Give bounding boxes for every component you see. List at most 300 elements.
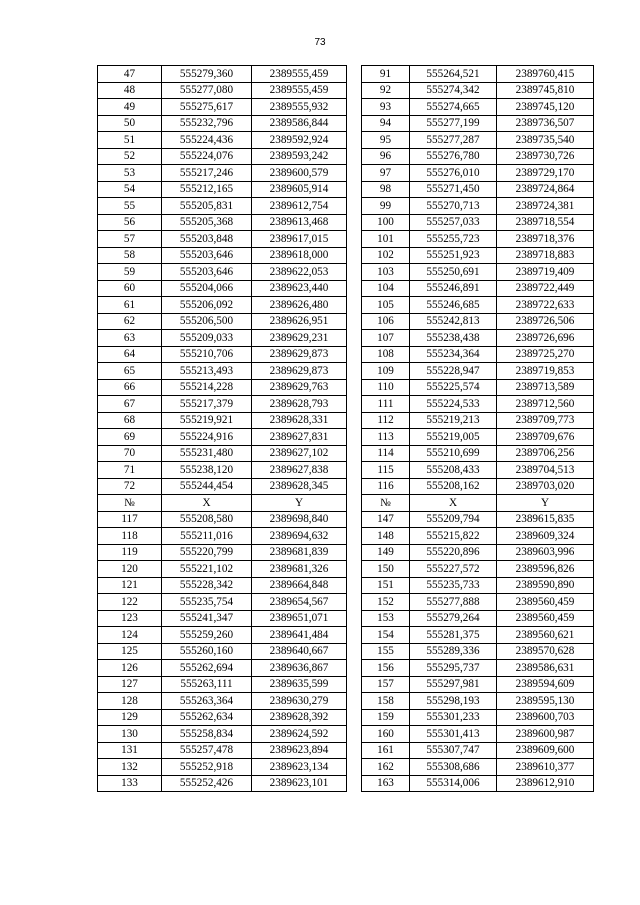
point-number-cell: 155 (362, 643, 410, 660)
y-coordinate-cell: 2389600,987 (497, 726, 594, 743)
x-coordinate-cell: 555276,010 (410, 165, 497, 182)
table-row (362, 610, 594, 627)
table-row (362, 66, 594, 83)
x-coordinate-cell: 555264,521 (410, 66, 497, 83)
table-row (98, 247, 347, 264)
x-coordinate-cell: 555208,162 (410, 478, 497, 495)
y-coordinate-cell: 2389664,848 (252, 577, 347, 594)
y-coordinate-cell: 2389586,844 (252, 115, 347, 132)
table-row (362, 759, 594, 776)
point-number-cell: 119 (98, 544, 162, 561)
point-number-cell: 154 (362, 627, 410, 644)
x-coordinate-cell: 555224,436 (162, 132, 252, 149)
x-coordinate-cell: 555224,076 (162, 148, 252, 165)
x-coordinate-cell: 555210,706 (162, 346, 252, 363)
x-coordinate-cell: 555270,713 (410, 198, 497, 215)
y-coordinate-cell: 2389613,468 (252, 214, 347, 231)
y-coordinate-cell: 2389626,951 (252, 313, 347, 330)
point-number-cell: 99 (362, 198, 410, 215)
x-coordinate-cell: 555203,646 (162, 247, 252, 264)
x-coordinate-cell: 555224,533 (410, 396, 497, 413)
y-coordinate-cell: 2389600,579 (252, 165, 347, 182)
table-row (362, 297, 594, 314)
y-coordinate-cell: 2389628,331 (252, 412, 347, 429)
x-coordinate-cell: 555228,342 (162, 577, 252, 594)
table-row (98, 693, 347, 710)
point-number-cell: 127 (98, 676, 162, 693)
x-coordinate-cell: 555279,360 (162, 66, 252, 83)
table-row (362, 396, 594, 413)
x-coordinate-cell: 555214,228 (162, 379, 252, 396)
y-coordinate-cell: 2389628,392 (252, 709, 347, 726)
point-number-cell: 52 (98, 148, 162, 165)
table-row (362, 412, 594, 429)
table-row (98, 198, 347, 215)
point-number-cell: 98 (362, 181, 410, 198)
y-coordinate-cell: 2389618,000 (252, 247, 347, 264)
table-row (98, 610, 347, 627)
table-row (98, 643, 347, 660)
point-number-cell: 110 (362, 379, 410, 396)
y-coordinate-cell: 2389622,053 (252, 264, 347, 281)
y-coordinate-cell: 2389627,831 (252, 429, 347, 446)
x-coordinate-cell: 555262,634 (162, 709, 252, 726)
y-coordinate-cell: 2389635,599 (252, 676, 347, 693)
point-number-cell: 97 (362, 165, 410, 182)
y-coordinate-cell: 2389590,890 (497, 577, 594, 594)
point-number-cell: 153 (362, 610, 410, 627)
table-row (362, 280, 594, 297)
table-row (98, 462, 347, 479)
y-coordinate-cell: 2389745,810 (497, 82, 594, 99)
table-row (98, 99, 347, 116)
point-number-cell: 112 (362, 412, 410, 429)
table-row (362, 544, 594, 561)
y-coordinate-cell: 2389627,102 (252, 445, 347, 462)
table-row (362, 330, 594, 347)
x-coordinate-cell: 555235,733 (410, 577, 497, 594)
x-coordinate-cell: 555277,199 (410, 115, 497, 132)
point-number-cell: 156 (362, 660, 410, 677)
table-row (362, 165, 594, 182)
y-coordinate-cell: 2389623,894 (252, 742, 347, 759)
y-coordinate-cell: 2389736,507 (497, 115, 594, 132)
y-coordinate-cell: 2389722,449 (497, 280, 594, 297)
point-number-cell: 69 (98, 429, 162, 446)
table-row (98, 280, 347, 297)
point-number-cell: 100 (362, 214, 410, 231)
x-coordinate-cell: 555279,264 (410, 610, 497, 627)
table-row (362, 132, 594, 149)
x-coordinate-cell: 555255,723 (410, 231, 497, 248)
y-coordinate-cell: 2389612,754 (252, 198, 347, 215)
y-coordinate-cell: 2389628,345 (252, 478, 347, 495)
header-x-cell: X (410, 495, 497, 512)
header-y-cell: Y (497, 495, 594, 512)
table-row (98, 478, 347, 495)
x-coordinate-cell: 555208,433 (410, 462, 497, 479)
point-number-cell: 53 (98, 165, 162, 182)
x-coordinate-cell: 555213,493 (162, 363, 252, 380)
table-row (98, 577, 347, 594)
table-row (362, 627, 594, 644)
point-number-cell: 147 (362, 511, 410, 528)
table-row (98, 330, 347, 347)
x-coordinate-cell: 555298,193 (410, 693, 497, 710)
coordinates-table-left (97, 65, 347, 792)
y-coordinate-cell: 2389703,020 (497, 478, 594, 495)
point-number-cell: 133 (98, 775, 162, 792)
table-row (362, 264, 594, 281)
y-coordinate-cell: 2389605,914 (252, 181, 347, 198)
point-number-cell: 151 (362, 577, 410, 594)
point-number-cell: 59 (98, 264, 162, 281)
x-coordinate-cell: 555251,923 (410, 247, 497, 264)
x-coordinate-cell: 555210,699 (410, 445, 497, 462)
x-coordinate-cell: 555203,848 (162, 231, 252, 248)
point-number-cell: 65 (98, 363, 162, 380)
table-row (98, 297, 347, 314)
page-number: 73 (314, 37, 326, 48)
table-row (98, 742, 347, 759)
table-row (362, 214, 594, 231)
x-coordinate-cell: 555252,426 (162, 775, 252, 792)
y-coordinate-cell: 2389617,015 (252, 231, 347, 248)
point-number-cell: 163 (362, 775, 410, 792)
point-number-cell: 128 (98, 693, 162, 710)
table-row (362, 561, 594, 578)
point-number-cell: 120 (98, 561, 162, 578)
y-coordinate-cell: 2389609,600 (497, 742, 594, 759)
point-number-cell: 106 (362, 313, 410, 330)
x-coordinate-cell: 555220,896 (410, 544, 497, 561)
point-number-cell: 123 (98, 610, 162, 627)
point-number-cell: 54 (98, 181, 162, 198)
table-row (362, 709, 594, 726)
table-row (98, 726, 347, 743)
table-row (98, 594, 347, 611)
point-number-cell: 107 (362, 330, 410, 347)
y-coordinate-cell: 2389641,484 (252, 627, 347, 644)
x-coordinate-cell: 555219,921 (162, 412, 252, 429)
point-number-cell: 125 (98, 643, 162, 660)
point-number-cell: 118 (98, 528, 162, 545)
point-number-cell: 148 (362, 528, 410, 545)
x-coordinate-cell: 555217,246 (162, 165, 252, 182)
table-row (98, 676, 347, 693)
y-coordinate-cell: 2389560,621 (497, 627, 594, 644)
x-coordinate-cell: 555263,111 (162, 676, 252, 693)
table-row (362, 577, 594, 594)
table-row (98, 181, 347, 198)
y-coordinate-cell: 2389629,231 (252, 330, 347, 347)
x-coordinate-cell: 555277,888 (410, 594, 497, 611)
table-row (98, 544, 347, 561)
point-number-cell: 111 (362, 396, 410, 413)
table-row (98, 82, 347, 99)
x-coordinate-cell: 555277,080 (162, 82, 252, 99)
table-row (98, 412, 347, 429)
point-number-cell: 55 (98, 198, 162, 215)
x-coordinate-cell: 555208,580 (162, 511, 252, 528)
point-number-cell: 114 (362, 445, 410, 462)
x-coordinate-cell: 555224,916 (162, 429, 252, 446)
point-number-cell: 49 (98, 99, 162, 116)
point-number-cell: 93 (362, 99, 410, 116)
x-coordinate-cell: 555205,831 (162, 198, 252, 215)
point-number-cell: 103 (362, 264, 410, 281)
x-coordinate-cell: 555314,006 (410, 775, 497, 792)
x-coordinate-cell: 555271,450 (410, 181, 497, 198)
x-coordinate-cell: 555262,694 (162, 660, 252, 677)
y-coordinate-cell: 2389612,910 (497, 775, 594, 792)
table-row (98, 379, 347, 396)
point-number-cell: 149 (362, 544, 410, 561)
x-coordinate-cell: 555241,347 (162, 610, 252, 627)
table-row (98, 709, 347, 726)
x-coordinate-cell: 555211,016 (162, 528, 252, 545)
point-number-cell: 116 (362, 478, 410, 495)
x-coordinate-cell: 555221,102 (162, 561, 252, 578)
table-row (98, 660, 347, 677)
x-coordinate-cell: 555246,891 (410, 280, 497, 297)
header-number-cell: № (98, 495, 162, 512)
x-coordinate-cell: 555297,981 (410, 676, 497, 693)
y-coordinate-cell: 2389718,554 (497, 214, 594, 231)
y-coordinate-cell: 2389628,793 (252, 396, 347, 413)
x-coordinate-cell: 555215,822 (410, 528, 497, 545)
y-coordinate-cell: 2389560,459 (497, 610, 594, 627)
table-row (98, 346, 347, 363)
x-coordinate-cell: 555274,342 (410, 82, 497, 99)
x-coordinate-cell: 555242,813 (410, 313, 497, 330)
point-number-cell: 157 (362, 676, 410, 693)
point-number-cell: 124 (98, 627, 162, 644)
point-number-cell: 152 (362, 594, 410, 611)
y-coordinate-cell: 2389629,873 (252, 363, 347, 380)
x-coordinate-cell: 555301,413 (410, 726, 497, 743)
x-coordinate-cell: 555212,165 (162, 181, 252, 198)
point-number-cell: 61 (98, 297, 162, 314)
y-coordinate-cell: 2389592,924 (252, 132, 347, 149)
x-coordinate-cell: 555289,336 (410, 643, 497, 660)
point-number-cell: 72 (98, 478, 162, 495)
x-coordinate-cell: 555205,368 (162, 214, 252, 231)
point-number-cell: 62 (98, 313, 162, 330)
table-row (362, 726, 594, 743)
y-coordinate-cell: 2389555,459 (252, 82, 347, 99)
point-number-cell: 56 (98, 214, 162, 231)
x-coordinate-cell: 555225,574 (410, 379, 497, 396)
point-number-cell: 105 (362, 297, 410, 314)
y-coordinate-cell: 2389629,763 (252, 379, 347, 396)
point-number-cell: 50 (98, 115, 162, 132)
table-row (362, 429, 594, 446)
point-number-cell: 162 (362, 759, 410, 776)
y-coordinate-cell: 2389570,628 (497, 643, 594, 660)
y-coordinate-cell: 2389760,415 (497, 66, 594, 83)
header-x-cell: X (162, 495, 252, 512)
point-number-cell: 161 (362, 742, 410, 759)
x-coordinate-cell: 555257,478 (162, 742, 252, 759)
x-coordinate-cell: 555219,213 (410, 412, 497, 429)
y-coordinate-cell: 2389555,932 (252, 99, 347, 116)
point-number-cell: 130 (98, 726, 162, 743)
y-coordinate-cell: 2389698,840 (252, 511, 347, 528)
y-coordinate-cell: 2389624,592 (252, 726, 347, 743)
y-coordinate-cell: 2389629,873 (252, 346, 347, 363)
x-coordinate-cell: 555275,617 (162, 99, 252, 116)
x-coordinate-cell: 555257,033 (410, 214, 497, 231)
table-row (98, 528, 347, 545)
table-row (362, 742, 594, 759)
point-number-cell: 51 (98, 132, 162, 149)
point-number-cell: 109 (362, 363, 410, 380)
x-coordinate-cell: 555281,375 (410, 627, 497, 644)
x-coordinate-cell: 555206,500 (162, 313, 252, 330)
x-coordinate-cell: 555244,454 (162, 478, 252, 495)
point-number-cell: 60 (98, 280, 162, 297)
table-row (98, 165, 347, 182)
point-number-cell: 94 (362, 115, 410, 132)
table-row (362, 478, 594, 495)
x-coordinate-cell: 555263,364 (162, 693, 252, 710)
point-number-cell: 47 (98, 66, 162, 83)
point-number-cell: 58 (98, 247, 162, 264)
y-coordinate-cell: 2389681,326 (252, 561, 347, 578)
y-coordinate-cell: 2389555,459 (252, 66, 347, 83)
table-row (362, 643, 594, 660)
point-number-cell: 159 (362, 709, 410, 726)
table-row (362, 379, 594, 396)
x-coordinate-cell: 555246,685 (410, 297, 497, 314)
x-coordinate-cell: 555274,665 (410, 99, 497, 116)
table-row (362, 99, 594, 116)
table-row (98, 132, 347, 149)
table-row (98, 264, 347, 281)
point-number-cell: 102 (362, 247, 410, 264)
x-coordinate-cell: 555235,754 (162, 594, 252, 611)
x-coordinate-cell: 555308,686 (410, 759, 497, 776)
y-coordinate-cell: 2389719,409 (497, 264, 594, 281)
y-coordinate-cell: 2389636,867 (252, 660, 347, 677)
y-coordinate-cell: 2389718,883 (497, 247, 594, 264)
table-row (362, 693, 594, 710)
table-row (362, 445, 594, 462)
x-coordinate-cell: 555258,834 (162, 726, 252, 743)
table-row (362, 528, 594, 545)
y-coordinate-cell: 2389718,376 (497, 231, 594, 248)
x-coordinate-cell: 555295,737 (410, 660, 497, 677)
point-number-cell: 113 (362, 429, 410, 446)
point-number-cell: 71 (98, 462, 162, 479)
point-number-cell: 117 (98, 511, 162, 528)
x-coordinate-cell: 555252,918 (162, 759, 252, 776)
x-coordinate-cell: 555301,233 (410, 709, 497, 726)
table-row (98, 429, 347, 446)
x-coordinate-cell: 555307,747 (410, 742, 497, 759)
x-coordinate-cell: 555209,794 (410, 511, 497, 528)
x-coordinate-cell: 555203,646 (162, 264, 252, 281)
y-coordinate-cell: 2389704,513 (497, 462, 594, 479)
x-coordinate-cell: 555276,780 (410, 148, 497, 165)
point-number-cell: 70 (98, 445, 162, 462)
point-number-cell: 131 (98, 742, 162, 759)
point-number-cell: 115 (362, 462, 410, 479)
coordinates-table-right (361, 65, 594, 792)
table-row (362, 462, 594, 479)
table-row (362, 313, 594, 330)
x-coordinate-cell: 555204,066 (162, 280, 252, 297)
y-coordinate-cell: 2389722,633 (497, 297, 594, 314)
table-row (98, 313, 347, 330)
table-row (98, 627, 347, 644)
y-coordinate-cell: 2389713,589 (497, 379, 594, 396)
table-row (362, 231, 594, 248)
table-row (98, 759, 347, 776)
header-number-cell: № (362, 495, 410, 512)
x-coordinate-cell: 555209,033 (162, 330, 252, 347)
y-coordinate-cell: 2389623,134 (252, 759, 347, 776)
y-coordinate-cell: 2389724,864 (497, 181, 594, 198)
table-row (98, 231, 347, 248)
point-number-cell: 150 (362, 561, 410, 578)
table-row (362, 346, 594, 363)
y-coordinate-cell: 2389600,703 (497, 709, 594, 726)
x-coordinate-cell: 555227,572 (410, 561, 497, 578)
point-number-cell: 63 (98, 330, 162, 347)
x-coordinate-cell: 555234,364 (410, 346, 497, 363)
y-coordinate-cell: 2389709,676 (497, 429, 594, 446)
point-number-cell: 57 (98, 231, 162, 248)
y-coordinate-cell: 2389726,506 (497, 313, 594, 330)
table-row (362, 198, 594, 215)
table-row (362, 676, 594, 693)
point-number-cell: 96 (362, 148, 410, 165)
point-number-cell: 126 (98, 660, 162, 677)
y-coordinate-cell: 2389745,120 (497, 99, 594, 116)
point-number-cell: 122 (98, 594, 162, 611)
x-coordinate-cell: 555260,160 (162, 643, 252, 660)
x-coordinate-cell: 555238,120 (162, 462, 252, 479)
table-row (98, 511, 347, 528)
y-coordinate-cell: 2389694,632 (252, 528, 347, 545)
table-row (362, 775, 594, 792)
point-number-cell: 92 (362, 82, 410, 99)
y-coordinate-cell: 2389623,440 (252, 280, 347, 297)
table-row (362, 115, 594, 132)
point-number-cell: 48 (98, 82, 162, 99)
y-coordinate-cell: 2389586,631 (497, 660, 594, 677)
y-coordinate-cell: 2389596,826 (497, 561, 594, 578)
y-coordinate-cell: 2389681,839 (252, 544, 347, 561)
x-coordinate-cell: 555217,379 (162, 396, 252, 413)
point-number-cell: 66 (98, 379, 162, 396)
x-coordinate-cell: 555232,796 (162, 115, 252, 132)
table-row (98, 363, 347, 380)
y-coordinate-cell: 2389603,996 (497, 544, 594, 561)
y-coordinate-cell: 2389706,256 (497, 445, 594, 462)
point-number-cell: 158 (362, 693, 410, 710)
y-coordinate-cell: 2389609,324 (497, 528, 594, 545)
y-coordinate-cell: 2389627,838 (252, 462, 347, 479)
y-coordinate-cell: 2389615,835 (497, 511, 594, 528)
table-row (362, 594, 594, 611)
y-coordinate-cell: 2389623,101 (252, 775, 347, 792)
table-row (362, 363, 594, 380)
x-coordinate-cell: 555220,799 (162, 544, 252, 561)
table-row (98, 445, 347, 462)
